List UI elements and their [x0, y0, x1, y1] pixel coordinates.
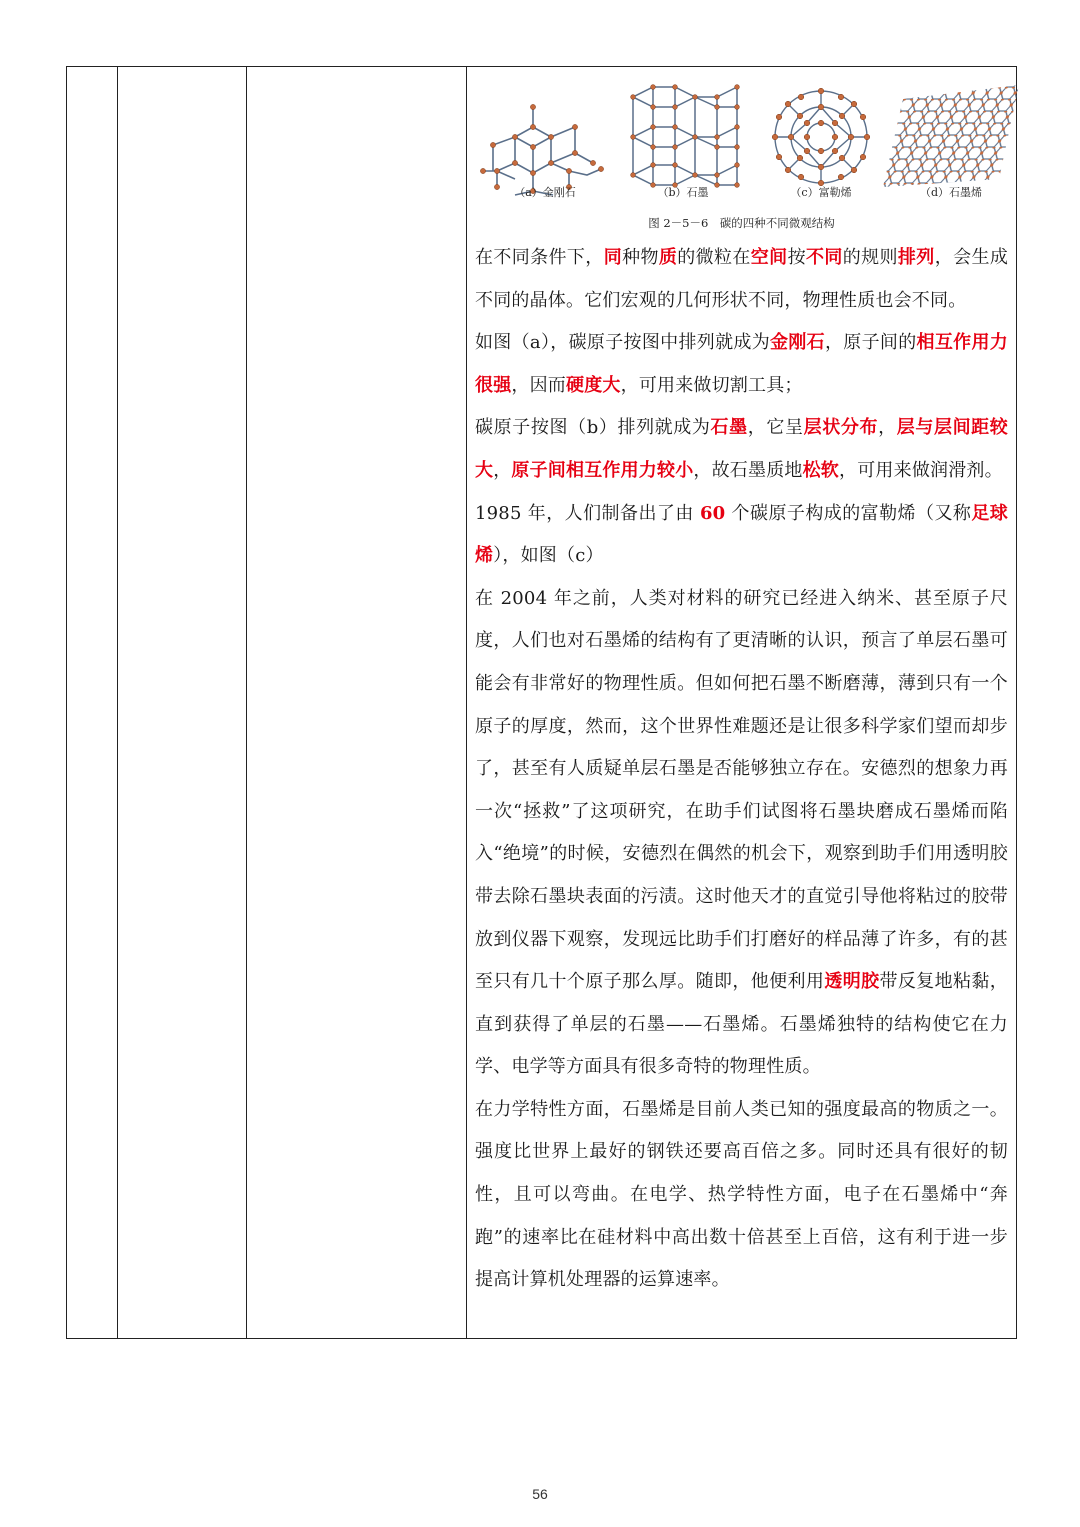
text-run: ，因而	[511, 374, 567, 396]
text-run: ，故石墨质地	[693, 459, 803, 481]
paragraph-graphite	[475, 407, 1008, 492]
paragraph-crystal-intro	[475, 237, 1008, 322]
text-run: 碳原子按图（b）排列就成为	[475, 417, 711, 439]
text-run: 如图（a），碳原子按图中排列就成为	[475, 332, 771, 354]
highlight-text: 同	[603, 247, 623, 268]
text-run: 的微粒在	[677, 247, 751, 268]
paragraph-diamond	[475, 322, 1008, 407]
text-run: ，原子间的	[824, 332, 917, 354]
text-run: 1985 年，人们制备出了由	[475, 502, 700, 524]
table-cell-3	[247, 67, 467, 1339]
paragraph-graphene-history	[475, 578, 1008, 1089]
content-cell	[467, 67, 1016, 1302]
highlight-text: 层状分布	[803, 417, 879, 439]
highlight-text: 松软	[802, 459, 840, 481]
content-table	[66, 66, 1017, 1339]
text-run: 在 2004 年之前，人类对材料的研究已经进入纳米、甚至原子尺度，人们也对石墨烯的结构有了更清晰的认识，预言了单层石墨可能会有非常好的物理性质。但如何把石墨不断磨薄，薄到只有一个原子的厚度，然而，这个世界性难题还是让很多科学家们望而却步了，甚至有人质疑单层石墨是否能够独立存在。安德烈的想象力再一次“拯救”了这项研究，在助手们试图将石墨块磨成石墨烯而陷入“绝境”的时候，安德烈在偶然的机会下，观察到助手们用透明胶带去除石墨块表面的污渍。这时他天才的直觉引导他将粘过的胶带放到仪器下观察，发现远比助手们打磨好的样品薄了许多，有的甚至只有几十个原子那么厚。随即，他便利用	[475, 587, 1008, 993]
highlight-text: 足球烯	[475, 502, 1008, 567]
text-run: 的规则	[842, 247, 898, 268]
carbon-structures-figure	[475, 67, 1008, 237]
text-run: ，可用来做润滑剂。	[839, 459, 1003, 481]
table-cell-1	[67, 67, 118, 1339]
highlight-text: 硬度大	[566, 374, 621, 396]
highlight-text: 原子间相互作用力较小	[511, 459, 694, 481]
text-run: 种物	[622, 247, 659, 268]
text-run: ，可用来做切割工具；	[620, 374, 803, 396]
table-cell-2	[118, 67, 247, 1339]
text-run: 在不同条件下，	[475, 247, 604, 268]
highlight-text: 空间	[750, 247, 788, 268]
highlight-text: 石墨	[710, 417, 748, 439]
paragraph-graphene-properties	[475, 1089, 1008, 1302]
body-text	[475, 237, 1008, 1302]
highlight-text: 质	[658, 247, 678, 268]
text-run: 个碳原子构成的富勒烯（又称	[725, 502, 972, 524]
caption-graphene: （d）石墨烯	[919, 186, 983, 199]
highlight-text: 金刚石	[770, 332, 825, 354]
caption-diamond: （a）金刚石	[514, 186, 576, 199]
highlight-text: 不同	[805, 247, 843, 268]
text-run: ，它呈	[747, 417, 804, 439]
text-run: 按	[787, 247, 806, 268]
highlight-text: 层与层间距较大	[475, 417, 1008, 481]
figure-title: 图 2－5－6 碳的四种不同微观结构	[648, 216, 835, 230]
text-run: 带反复地粘黏，直到获得了单层的石墨——石墨烯。石墨烯独特的结构使它在力学、电学等方面具有很多奇特的物理性质。	[475, 971, 1008, 1078]
page-number: 56	[532, 1486, 548, 1502]
text-run: ，会生成不同的晶体。它们宏观的几何形状不同，物理性质也会不同。	[475, 247, 1009, 311]
paragraph-fullerene	[475, 493, 1008, 578]
table-row	[67, 67, 1017, 1339]
highlight-text: 排列	[897, 247, 935, 268]
highlight-text: 60	[699, 502, 726, 524]
highlight-text: 透明胶	[824, 971, 880, 993]
text-run: ，	[878, 417, 897, 439]
text-run: 在力学特性方面，石墨烯是目前人类已知的强度最高的物质之一。强度比世界上最好的钢铁还要高百倍之多。同时还具有很好的韧性，且可以弯曲。在电学、热学特性方面，电子在石墨烯中“奔跑”的速率比在硅材料中高出数十倍甚至上百倍，这有利于进一步提高计算机处理器的运算速率。	[475, 1098, 1008, 1291]
caption-fullerene: （c）富勒烯	[790, 186, 852, 199]
table-cell-content	[467, 67, 1017, 1339]
text-run: ），如图（c）	[493, 545, 604, 567]
text-run: ，	[493, 459, 512, 481]
caption-graphite: （b）石墨	[657, 186, 709, 199]
highlight-text: 相互作用力很强	[475, 332, 1008, 396]
